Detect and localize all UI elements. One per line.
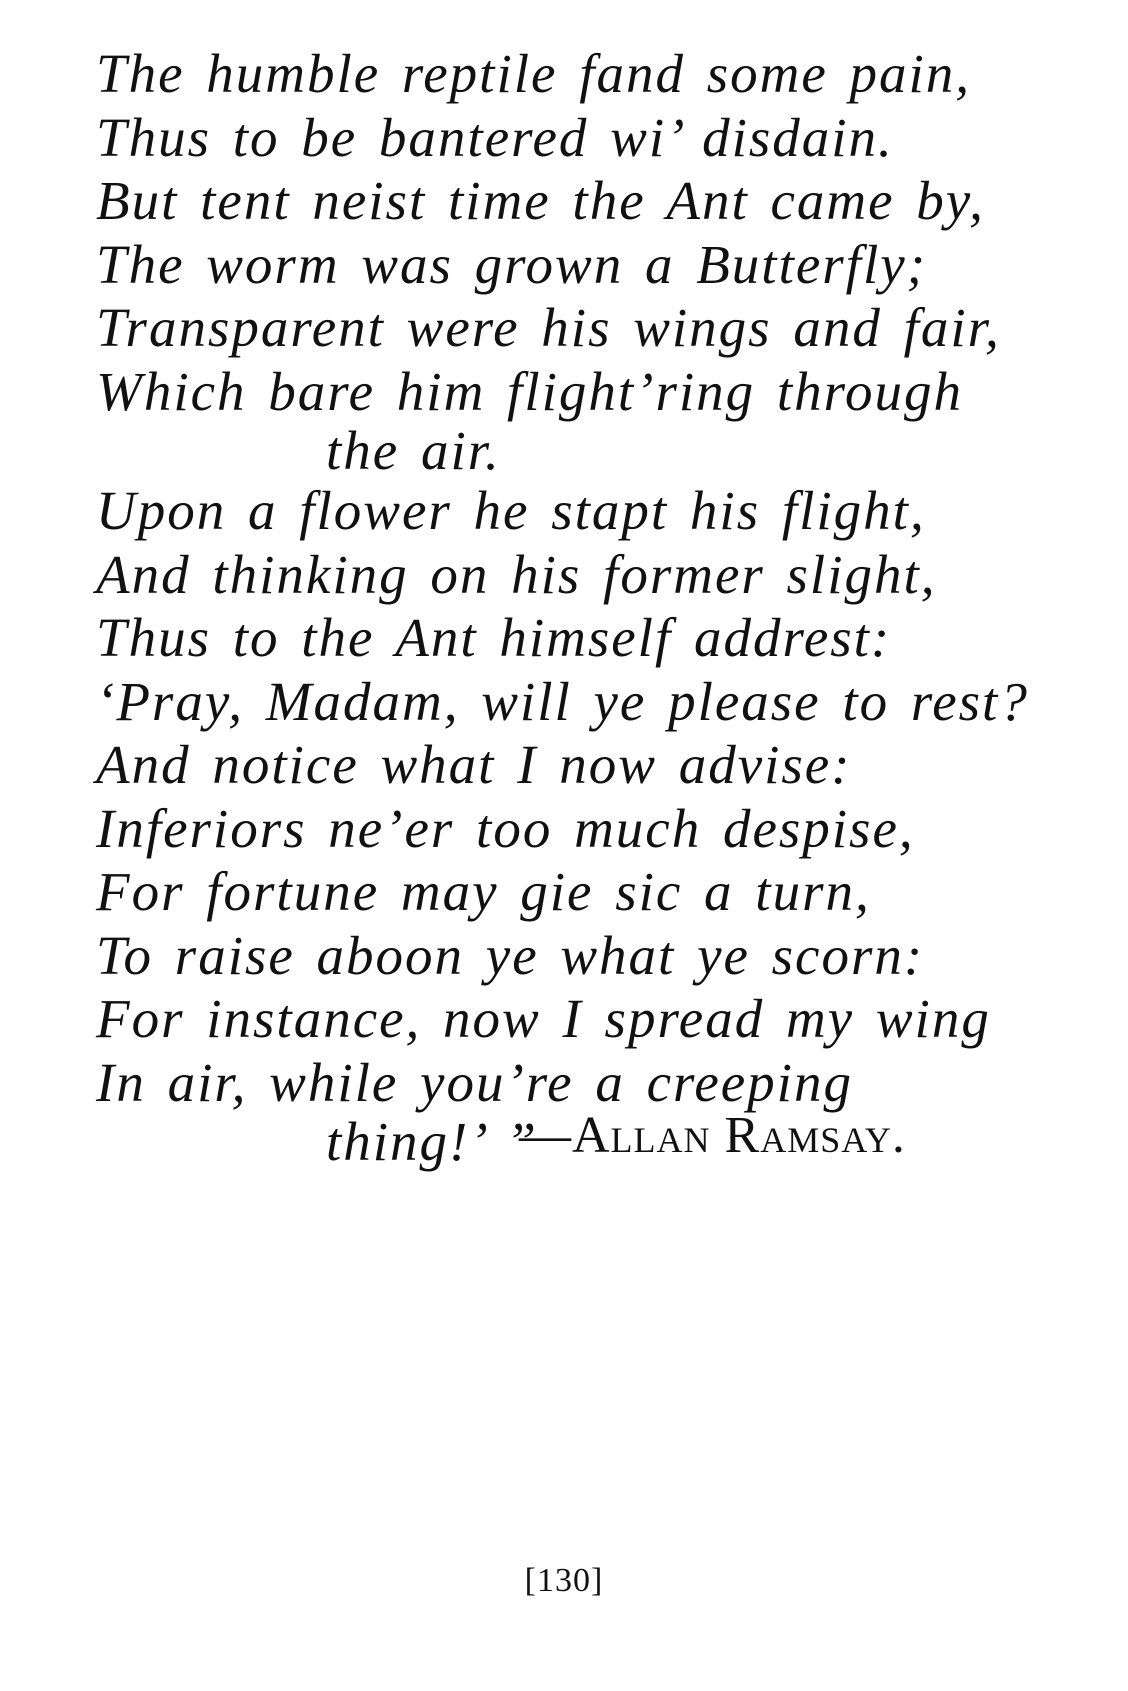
poem-line: Transparent were his wings and fair, (96, 297, 1001, 358)
poem-line: Thus to be bantered wi’ disdain. (96, 106, 894, 168)
poem-line: But tent neist time the Ant came by, (96, 170, 985, 231)
poem-line: Inferiors ne’er too much despise, (96, 797, 915, 859)
poem (96, 42, 1056, 1170)
poem-line: Thus to the Ant himself addrest: (96, 607, 892, 668)
poem-line: Which bare him flight’ring through (96, 360, 964, 422)
poem-attribution: —Allan Ramsay. (519, 1107, 906, 1164)
poem-line: The worm was grown a Butterfly; (96, 233, 927, 295)
poem-line: To raise aboon ye what ye scorn: (96, 924, 925, 986)
poem-line: The humble reptile fand some pain, (96, 43, 972, 104)
poem-line: ‘Pray, Madam, will ye please to rest? (96, 670, 1029, 732)
poem-line: For fortune may gie sic a turn, (96, 861, 871, 922)
poem-line: Upon a flower he stapt his flight, (96, 480, 926, 541)
poem-line: And notice what I now advise: (96, 734, 852, 795)
poem-line-continuation: the air. (326, 420, 501, 481)
poem-line-continuation: thing!’ ” (326, 1111, 538, 1172)
poem-line: And thinking on his former slight, (96, 543, 937, 605)
poem-line: In air, while you’re a creeping (96, 1051, 853, 1113)
poem-line: For instance, now I spread my wing (96, 988, 991, 1049)
page-number: [130] (524, 1562, 604, 1599)
